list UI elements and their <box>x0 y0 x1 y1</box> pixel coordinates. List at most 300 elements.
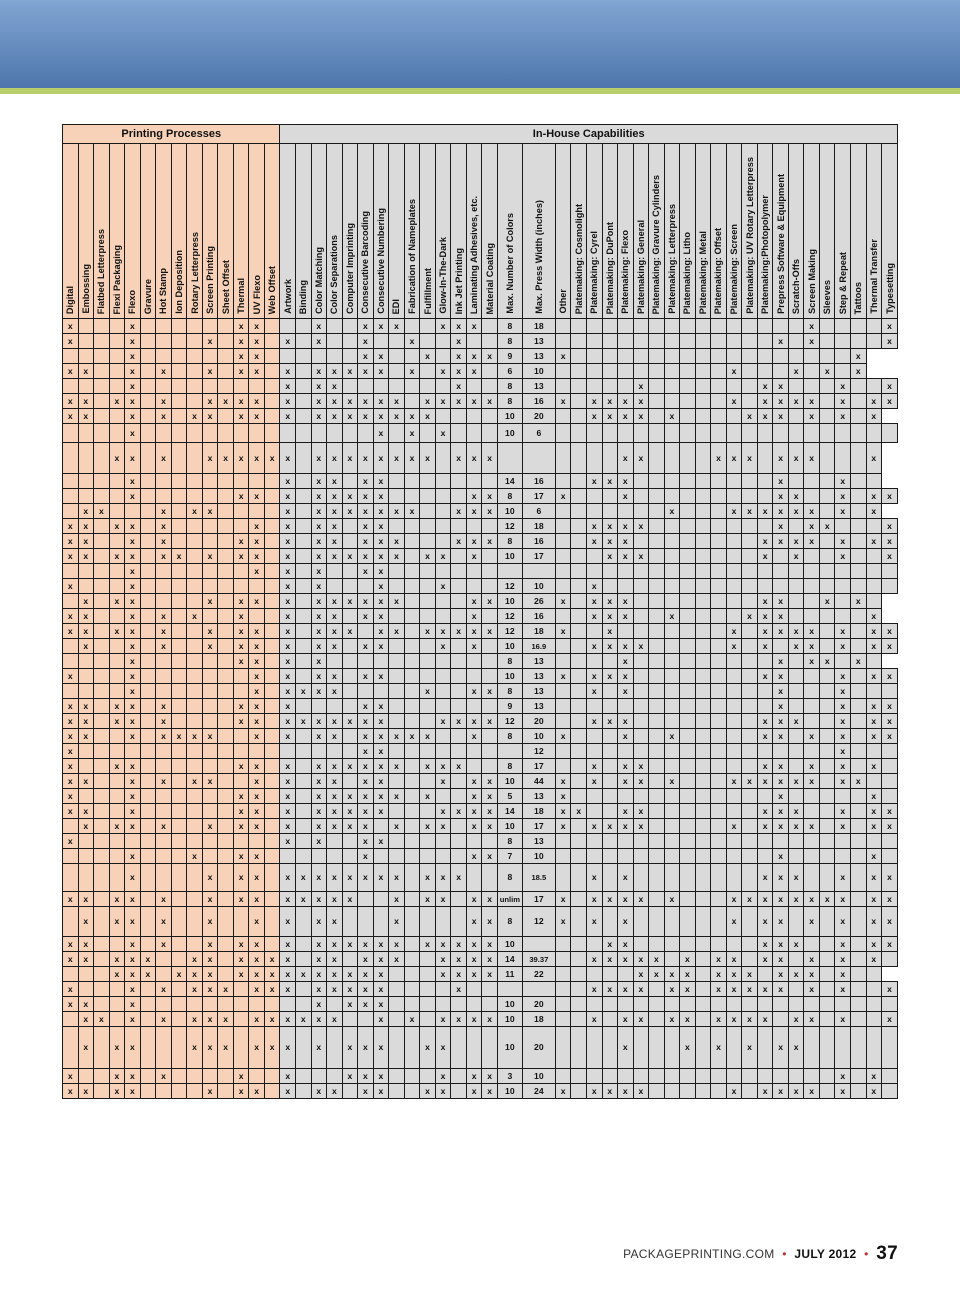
table-cell: x <box>451 864 467 892</box>
table-cell <box>851 892 867 907</box>
table-cell: x <box>882 804 898 819</box>
table-cell: x <box>835 669 851 684</box>
table-cell: x <box>788 534 804 549</box>
table-cell: 14 <box>497 952 522 967</box>
table-cell: x <box>435 364 451 379</box>
table-cell: x <box>233 534 249 549</box>
column-header-label: Step & Repeat <box>837 251 848 314</box>
table-cell: x <box>187 982 203 997</box>
table-cell: x <box>109 549 125 564</box>
table-cell: x <box>757 952 773 967</box>
table-cell <box>742 549 758 564</box>
table-cell <box>187 474 203 489</box>
table-cell <box>742 834 758 849</box>
table-cell: 12 <box>522 744 555 759</box>
table-cell <box>835 349 851 364</box>
table-cell <box>602 849 618 864</box>
table-cell <box>94 967 110 982</box>
table-cell <box>571 699 587 714</box>
table-cell: 24 <box>522 1084 555 1099</box>
table-row <box>63 564 898 579</box>
table-cell <box>218 504 234 519</box>
table-cell: x <box>327 1012 343 1027</box>
table-cell <box>711 364 727 379</box>
table-cell <box>664 952 680 967</box>
table-cell <box>633 849 649 864</box>
table-row <box>63 1012 898 1027</box>
table-cell <box>742 624 758 639</box>
table-cell: 10 <box>497 424 522 443</box>
table-cell <box>664 424 680 443</box>
table-cell <box>264 759 280 774</box>
table-cell: x <box>466 549 482 564</box>
column-header <box>851 144 867 319</box>
table-cell <box>78 684 94 699</box>
table-cell <box>618 334 634 349</box>
table-cell: x <box>555 729 571 744</box>
table-cell <box>94 937 110 952</box>
table-cell <box>571 409 587 424</box>
table-cell: x <box>773 982 789 997</box>
table-cell: x <box>618 892 634 907</box>
table-cell <box>420 907 436 937</box>
table-cell: x <box>249 699 265 714</box>
table-cell: x <box>125 729 141 744</box>
table-cell <box>327 744 343 759</box>
table-cell <box>218 1084 234 1099</box>
table-cell <box>202 849 218 864</box>
table-cell <box>156 952 172 967</box>
table-cell: x <box>435 549 451 564</box>
table-cell: x <box>358 1027 374 1069</box>
table-cell: x <box>389 319 405 334</box>
table-cell: x <box>757 534 773 549</box>
table-cell: x <box>420 684 436 699</box>
table-cell: x <box>757 892 773 907</box>
table-cell: x <box>280 804 296 819</box>
table-cell <box>695 609 711 624</box>
table-cell <box>404 997 420 1012</box>
table-cell: x <box>389 937 405 952</box>
table-cell: x <box>125 819 141 834</box>
table-cell: x <box>757 639 773 654</box>
table-cell <box>649 849 665 864</box>
table-cell <box>389 519 405 534</box>
table-cell <box>140 364 156 379</box>
table-cell: x <box>109 714 125 729</box>
table-cell: x <box>109 759 125 774</box>
table-cell: x <box>435 819 451 834</box>
column-header <box>466 144 482 319</box>
table-cell <box>233 564 249 579</box>
table-cell: 10 <box>497 669 522 684</box>
table-cell: 10 <box>497 937 522 952</box>
table-cell: x <box>125 669 141 684</box>
table-cell <box>342 834 358 849</box>
table-cell <box>571 937 587 952</box>
table-cell: x <box>233 1069 249 1084</box>
column-header <box>358 144 374 319</box>
table-cell <box>664 834 680 849</box>
table-cell: x <box>125 937 141 952</box>
table-cell: x <box>358 394 374 409</box>
table-cell <box>296 834 312 849</box>
table-cell: x <box>866 534 882 549</box>
table-cell <box>156 594 172 609</box>
table-cell <box>94 819 110 834</box>
table-cell: x <box>773 684 789 699</box>
table-cell: x <box>466 394 482 409</box>
table-cell <box>819 684 835 699</box>
table-cell: x <box>466 319 482 334</box>
table-cell: x <box>327 789 343 804</box>
table-cell <box>649 669 665 684</box>
table-cell: x <box>866 789 882 804</box>
table-cell <box>497 744 522 759</box>
table-cell: x <box>311 907 327 937</box>
table-cell: x <box>804 534 820 549</box>
table-cell <box>187 519 203 534</box>
table-cell <box>63 1027 79 1069</box>
table-cell <box>695 519 711 534</box>
table-cell <box>726 864 742 892</box>
table-cell: x <box>757 729 773 744</box>
table-cell: x <box>125 1012 141 1027</box>
table-cell <box>819 319 835 334</box>
table-cell <box>140 334 156 349</box>
table-cell <box>726 594 742 609</box>
table-cell <box>171 379 187 394</box>
table-cell <box>664 714 680 729</box>
table-cell: x <box>342 443 358 474</box>
table-cell: x <box>835 759 851 774</box>
table-cell <box>296 564 312 579</box>
table-cell <box>109 379 125 394</box>
table-cell <box>555 744 571 759</box>
table-cell <box>389 489 405 504</box>
table-row <box>63 579 898 594</box>
column-header-label: Platemaking: Metal <box>697 230 708 314</box>
table-cell <box>218 804 234 819</box>
column-header <box>726 144 742 319</box>
table-cell: x <box>78 364 94 379</box>
table-cell: x <box>327 1084 343 1099</box>
column-header-label: Computer Imprinting <box>344 223 355 314</box>
table-cell <box>420 744 436 759</box>
table-cell <box>664 789 680 804</box>
table-cell <box>633 474 649 489</box>
table-cell: x <box>555 789 571 804</box>
table-cell <box>819 534 835 549</box>
table-cell: x <box>757 394 773 409</box>
table-cell <box>264 409 280 424</box>
table-cell <box>63 443 79 474</box>
in-house-capabilities-heading: In-House Capabilities <box>280 125 898 144</box>
table-cell <box>851 474 867 489</box>
table-cell <box>680 319 696 334</box>
table-cell <box>389 744 405 759</box>
table-cell: x <box>680 1027 696 1069</box>
table-cell <box>680 759 696 774</box>
table-cell <box>404 669 420 684</box>
table-cell <box>649 334 665 349</box>
table-cell <box>171 819 187 834</box>
table-cell: x <box>358 474 374 489</box>
table-cell <box>218 819 234 834</box>
table-cell <box>342 534 358 549</box>
table-cell <box>804 744 820 759</box>
table-cell: x <box>342 864 358 892</box>
table-cell: x <box>866 699 882 714</box>
table-cell: x <box>757 759 773 774</box>
table-cell <box>571 379 587 394</box>
table-cell: x <box>555 892 571 907</box>
table-cell <box>819 669 835 684</box>
table-cell <box>633 789 649 804</box>
table-cell <box>602 684 618 699</box>
table-cell: x <box>63 319 79 334</box>
table-cell: x <box>618 549 634 564</box>
table-cell: x <box>233 639 249 654</box>
table-cell <box>819 789 835 804</box>
table-cell: x <box>649 952 665 967</box>
table-cell: x <box>757 907 773 937</box>
table-cell: x <box>788 639 804 654</box>
table-cell <box>757 1027 773 1069</box>
table-cell <box>171 424 187 443</box>
table-cell: x <box>819 519 835 534</box>
table-cell: x <box>773 714 789 729</box>
table-cell <box>664 849 680 864</box>
table-cell: x <box>249 624 265 639</box>
table-cell: x <box>311 519 327 534</box>
page-footer <box>623 1243 898 1265</box>
table-cell: x <box>726 639 742 654</box>
table-cell: x <box>742 504 758 519</box>
table-cell: x <box>555 394 571 409</box>
table-cell <box>726 424 742 443</box>
table-cell <box>742 564 758 579</box>
table-cell <box>602 443 618 474</box>
table-cell <box>711 639 727 654</box>
table-cell: x <box>249 534 265 549</box>
table-cell <box>94 609 110 624</box>
table-cell <box>586 834 602 849</box>
table-cell <box>358 907 374 937</box>
table-cell <box>420 654 436 669</box>
table-cell: x <box>373 409 389 424</box>
table-cell <box>835 564 851 579</box>
table-cell <box>280 997 296 1012</box>
table-cell: x <box>373 714 389 729</box>
table-cell: x <box>711 967 727 982</box>
table-cell: 12 <box>497 714 522 729</box>
table-cell <box>404 804 420 819</box>
table-cell <box>571 489 587 504</box>
table-cell: x <box>264 443 280 474</box>
table-cell <box>389 349 405 364</box>
table-cell <box>218 549 234 564</box>
table-cell: x <box>726 952 742 967</box>
table-cell <box>171 474 187 489</box>
table-cell <box>851 534 867 549</box>
table-cell: x <box>482 443 498 474</box>
table-cell: x <box>63 1084 79 1099</box>
table-cell: x <box>866 504 882 519</box>
table-cell: x <box>373 504 389 519</box>
table-cell <box>156 424 172 443</box>
table-cell <box>571 669 587 684</box>
table-cell <box>94 394 110 409</box>
table-cell: x <box>882 534 898 549</box>
table-cell: x <box>757 819 773 834</box>
table-cell: x <box>451 443 467 474</box>
table-cell <box>664 759 680 774</box>
table-cell: x <box>280 364 296 379</box>
table-cell <box>555 997 571 1012</box>
table-cell: x <box>757 1012 773 1027</box>
table-cell <box>109 409 125 424</box>
table-cell <box>618 967 634 982</box>
table-cell: x <box>773 519 789 534</box>
table-cell <box>435 504 451 519</box>
table-cell <box>726 519 742 534</box>
table-cell: x <box>327 684 343 699</box>
table-cell <box>280 349 296 364</box>
table-cell: x <box>296 892 312 907</box>
table-cell: x <box>773 409 789 424</box>
table-cell <box>726 849 742 864</box>
table-cell <box>264 549 280 564</box>
table-cell: x <box>435 952 451 967</box>
table-cell <box>851 394 867 409</box>
table-cell: x <box>373 669 389 684</box>
table-cell: x <box>202 504 218 519</box>
table-cell: x <box>602 892 618 907</box>
table-cell <box>804 789 820 804</box>
table-cell <box>835 364 851 379</box>
table-cell <box>711 907 727 937</box>
table-cell: x <box>373 774 389 789</box>
table-cell: x <box>757 1084 773 1099</box>
table-cell: x <box>435 774 451 789</box>
table-cell: x <box>171 967 187 982</box>
table-cell <box>249 609 265 624</box>
table-cell: x <box>804 892 820 907</box>
table-cell <box>711 594 727 609</box>
table-cell: 26 <box>522 594 555 609</box>
table-cell: x <box>435 1012 451 1027</box>
table-cell <box>296 364 312 379</box>
table-cell: x <box>804 334 820 349</box>
table-cell: x <box>156 639 172 654</box>
table-cell: x <box>466 774 482 789</box>
table-cell <box>680 804 696 819</box>
table-cell <box>63 849 79 864</box>
table-cell: x <box>63 804 79 819</box>
table-cell <box>602 1027 618 1069</box>
table-cell <box>389 474 405 489</box>
column-header-label: Fabrication of Nameplates <box>406 199 417 314</box>
table-cell: x <box>633 394 649 409</box>
table-cell <box>773 349 789 364</box>
table-cell: x <box>327 714 343 729</box>
table-cell <box>296 379 312 394</box>
table-cell: x <box>109 594 125 609</box>
table-cell: x <box>866 409 882 424</box>
table-cell <box>94 892 110 907</box>
table-cell <box>140 1012 156 1027</box>
table-cell: x <box>404 443 420 474</box>
table-cell <box>711 319 727 334</box>
table-cell <box>586 967 602 982</box>
table-cell: x <box>109 624 125 639</box>
table-cell <box>389 654 405 669</box>
table-cell <box>851 564 867 579</box>
table-cell <box>156 1084 172 1099</box>
table-cell: x <box>835 624 851 639</box>
table-cell: x <box>482 534 498 549</box>
table-cell: x <box>327 534 343 549</box>
table-cell <box>742 379 758 394</box>
table-cell: x <box>788 624 804 639</box>
table-cell: x <box>358 714 374 729</box>
table-cell <box>555 424 571 443</box>
table-cell <box>466 1027 482 1069</box>
table-cell <box>218 609 234 624</box>
column-header <box>835 144 851 319</box>
table-cell <box>819 699 835 714</box>
table-cell <box>664 564 680 579</box>
table-cell <box>819 549 835 564</box>
table-cell <box>466 564 482 579</box>
table-cell <box>618 379 634 394</box>
table-cell <box>571 952 587 967</box>
table-cell <box>664 349 680 364</box>
table-cell: x <box>342 489 358 504</box>
table-row <box>63 834 898 849</box>
table-cell: x <box>804 409 820 424</box>
table-row <box>63 849 898 864</box>
column-header <box>819 144 835 319</box>
table-cell <box>482 669 498 684</box>
table-cell: x <box>373 864 389 892</box>
table-cell: x <box>773 534 789 549</box>
table-cell: x <box>726 1084 742 1099</box>
table-cell: x <box>373 759 389 774</box>
table-cell: x <box>420 394 436 409</box>
table-cell <box>109 834 125 849</box>
column-header-label: Flexo <box>127 290 138 314</box>
table-cell: x <box>742 409 758 424</box>
table-cell: x <box>358 834 374 849</box>
table-cell: x <box>466 789 482 804</box>
table-cell <box>586 549 602 564</box>
table-cell <box>466 759 482 774</box>
table-cell: x <box>342 1069 358 1084</box>
table-cell: x <box>773 819 789 834</box>
table-cell <box>711 624 727 639</box>
table-cell: 13 <box>522 684 555 699</box>
table-cell: x <box>125 1027 141 1069</box>
table-cell: x <box>757 609 773 624</box>
table-cell <box>233 834 249 849</box>
table-cell: x <box>202 937 218 952</box>
table-cell <box>466 982 482 997</box>
table-cell <box>695 443 711 474</box>
table-cell: x <box>819 892 835 907</box>
table-cell <box>420 364 436 379</box>
